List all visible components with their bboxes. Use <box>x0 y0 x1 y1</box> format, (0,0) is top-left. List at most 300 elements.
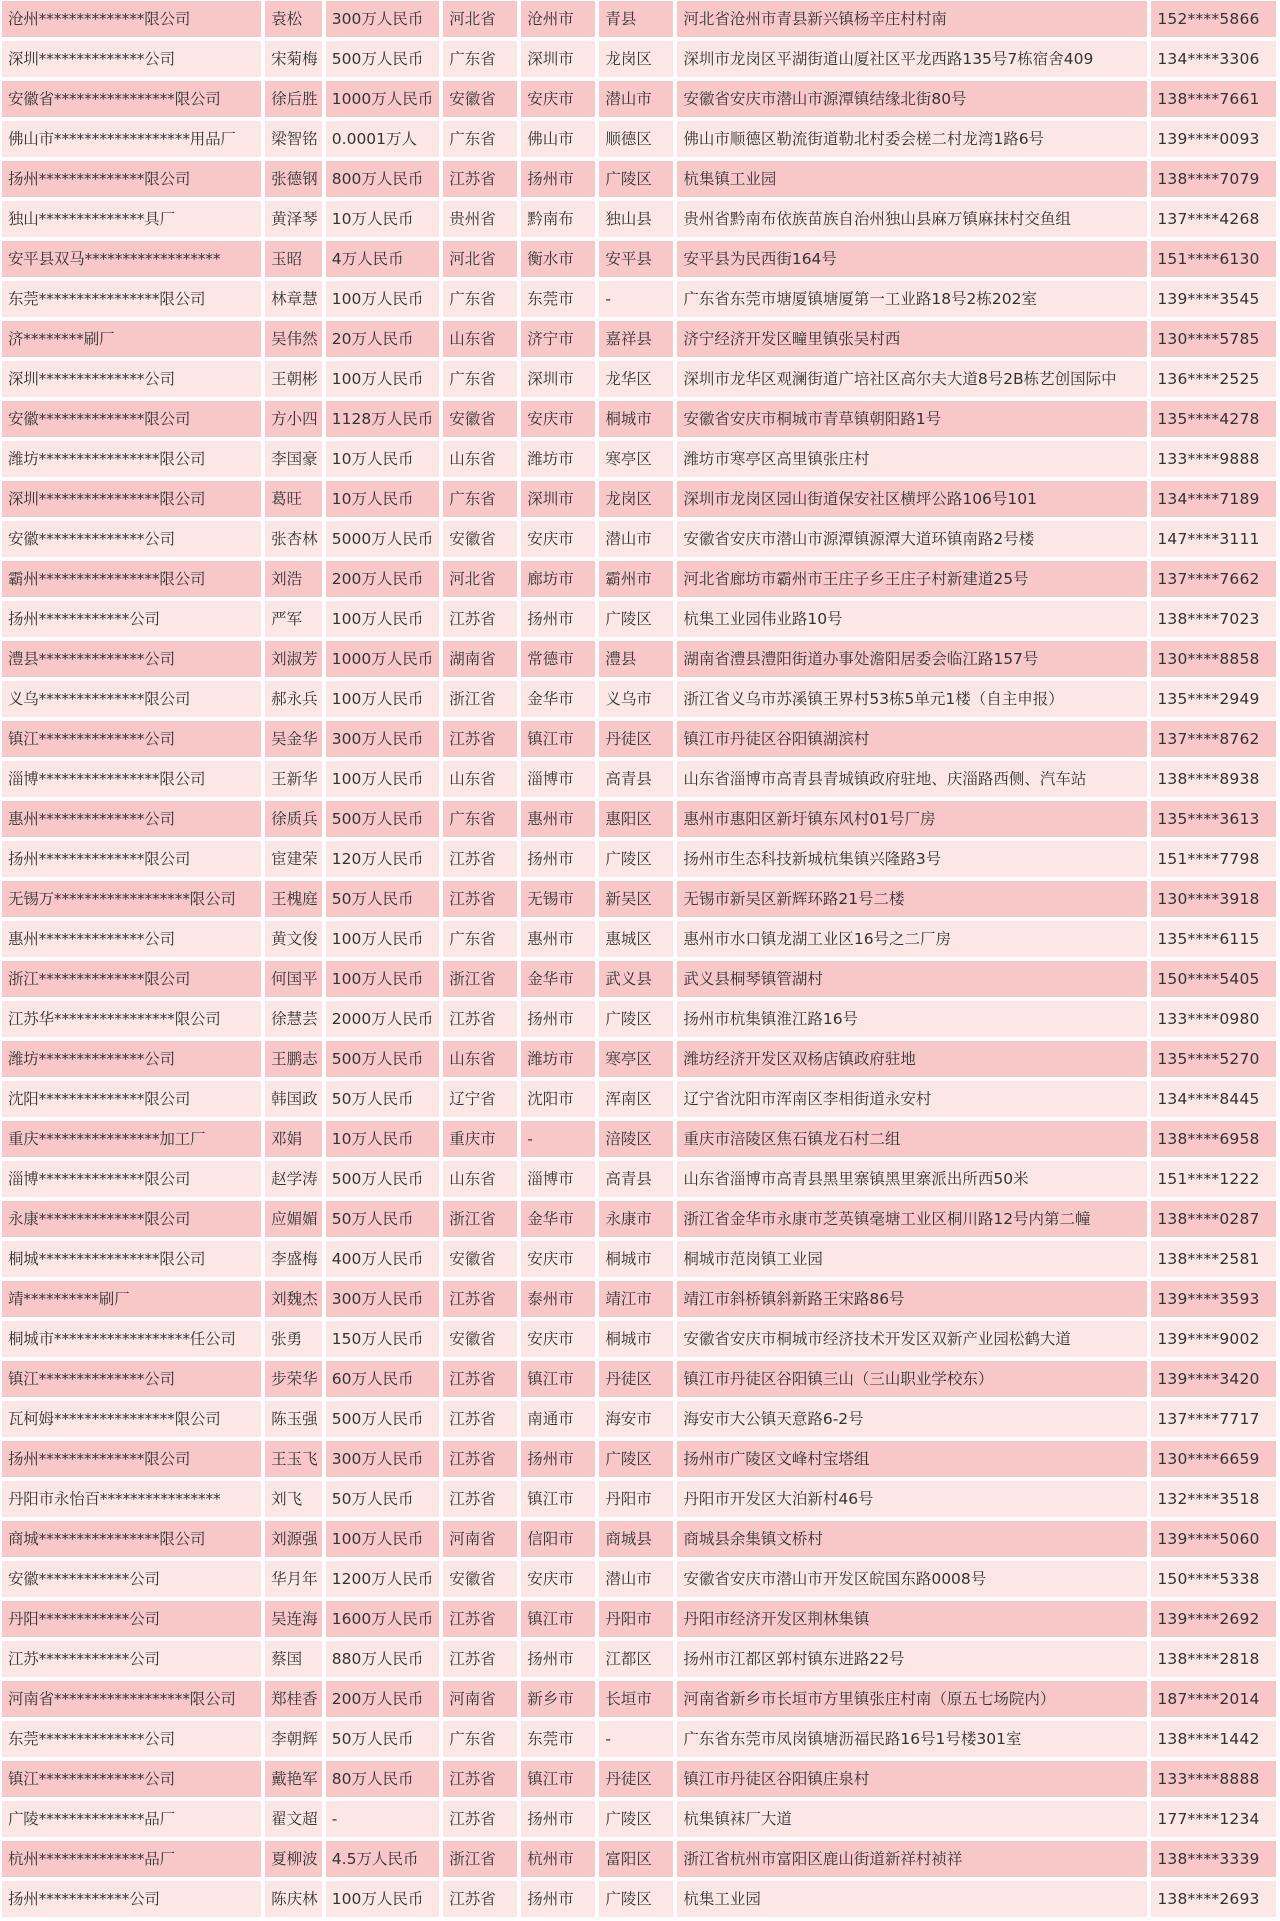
table-row[interactable] <box>2 1081 1276 1117</box>
phone-cell[interactable]: 133****9888 <box>1151 441 1276 477</box>
person-cell[interactable]: 王朝彬 <box>265 361 322 397</box>
phone-cell[interactable]: 138****0287 <box>1151 1201 1276 1237</box>
phone-cell[interactable]: 136****2525 <box>1151 361 1276 397</box>
table-row[interactable] <box>2 1721 1276 1757</box>
address-cell[interactable]: 安徽省安庆市桐城市经济技术开发区双新产业园松鹤大道 <box>677 1321 1147 1357</box>
district-cell[interactable]: 独山县 <box>599 201 673 237</box>
district-cell[interactable]: 永康市 <box>599 1201 673 1237</box>
table-row[interactable] <box>2 1681 1276 1717</box>
city-cell[interactable]: 扬州市 <box>521 601 595 637</box>
province-cell[interactable]: 安徽省 <box>443 1321 517 1357</box>
person-cell[interactable]: 葛旺 <box>265 481 322 517</box>
phone-cell[interactable]: 137****8762 <box>1151 721 1276 757</box>
person-cell[interactable]: 刘魏杰 <box>265 1281 322 1317</box>
company-cell[interactable]: 济********刷厂 <box>2 321 261 357</box>
city-cell[interactable]: 镇江市 <box>521 1761 595 1797</box>
district-cell[interactable]: 霸州市 <box>599 561 673 597</box>
person-cell[interactable]: 邓娟 <box>265 1121 322 1157</box>
province-cell[interactable]: 广东省 <box>443 921 517 957</box>
company-cell[interactable]: 瓦柯姆****************限公司 <box>2 1401 261 1437</box>
district-cell[interactable]: 高青县 <box>599 761 673 797</box>
district-cell[interactable]: 安平县 <box>599 241 673 277</box>
city-cell[interactable]: 镇江市 <box>521 1481 595 1517</box>
city-cell[interactable]: 扬州市 <box>521 1881 595 1917</box>
capital-cell[interactable]: 1200万人民币 <box>326 1561 439 1597</box>
capital-cell[interactable]: 50万人民币 <box>326 881 439 917</box>
city-cell[interactable]: 淄博市 <box>521 761 595 797</box>
person-cell[interactable]: 张勇 <box>265 1321 322 1357</box>
company-cell[interactable]: 安徽************公司 <box>2 1561 261 1597</box>
address-cell[interactable]: 济宁经济开发区疃里镇张吴村西 <box>677 321 1147 357</box>
city-cell[interactable]: 深圳市 <box>521 361 595 397</box>
address-cell[interactable]: 扬州市杭集镇淮江路16号 <box>677 1001 1147 1037</box>
table-row[interactable] <box>2 921 1276 957</box>
person-cell[interactable]: 方小四 <box>265 401 322 437</box>
table-row[interactable] <box>2 1121 1276 1157</box>
phone-cell[interactable]: 130****3918 <box>1151 881 1276 917</box>
table-row[interactable] <box>2 1641 1276 1677</box>
province-cell[interactable]: 江苏省 <box>443 1401 517 1437</box>
phone-cell[interactable]: 139****3420 <box>1151 1361 1276 1397</box>
phone-cell[interactable]: 139****2692 <box>1151 1601 1276 1637</box>
capital-cell[interactable]: 100万人民币 <box>326 921 439 957</box>
company-cell[interactable]: 河南省******************限公司 <box>2 1681 261 1717</box>
person-cell[interactable]: 严军 <box>265 601 322 637</box>
capital-cell[interactable]: 50万人民币 <box>326 1201 439 1237</box>
company-cell[interactable]: 深圳**************公司 <box>2 41 261 77</box>
phone-cell[interactable]: 152****5866 <box>1151 1 1276 37</box>
province-cell[interactable]: 江苏省 <box>443 721 517 757</box>
company-cell[interactable]: 东莞****************限公司 <box>2 281 261 317</box>
district-cell[interactable]: 义乌市 <box>599 681 673 717</box>
capital-cell[interactable]: 500万人民币 <box>326 801 439 837</box>
province-cell[interactable]: 河北省 <box>443 561 517 597</box>
address-cell[interactable]: 河北省廊坊市霸州市王庄子乡王庄子村新建道25号 <box>677 561 1147 597</box>
city-cell[interactable]: 扬州市 <box>521 1641 595 1677</box>
city-cell[interactable]: 金华市 <box>521 961 595 997</box>
capital-cell[interactable]: 300万人民币 <box>326 1441 439 1477</box>
person-cell[interactable]: 王玉飞 <box>265 1441 322 1477</box>
address-cell[interactable]: 安徽省安庆市潜山市源潭镇源潭大道环镇南路2号楼 <box>677 521 1147 557</box>
capital-cell[interactable]: 300万人民币 <box>326 1 439 37</box>
city-cell[interactable]: 镇江市 <box>521 721 595 757</box>
phone-cell[interactable]: 138****8938 <box>1151 761 1276 797</box>
city-cell[interactable]: 东莞市 <box>521 281 595 317</box>
address-cell[interactable]: 广东省东莞市凤岗镇塘沥福民路16号1号楼301室 <box>677 1721 1147 1757</box>
district-cell[interactable]: 广陵区 <box>599 841 673 877</box>
person-cell[interactable]: 何国平 <box>265 961 322 997</box>
company-cell[interactable]: 无锡万******************限公司 <box>2 881 261 917</box>
district-cell[interactable]: 寒亭区 <box>599 441 673 477</box>
phone-cell[interactable]: 132****3518 <box>1151 1481 1276 1517</box>
phone-cell[interactable]: 139****9002 <box>1151 1321 1276 1357</box>
table-row[interactable] <box>2 201 1276 237</box>
province-cell[interactable]: 辽宁省 <box>443 1081 517 1117</box>
district-cell[interactable]: 广陵区 <box>599 1881 673 1917</box>
table-row[interactable] <box>2 521 1276 557</box>
person-cell[interactable]: 黄文俊 <box>265 921 322 957</box>
district-cell[interactable]: 新吴区 <box>599 881 673 917</box>
province-cell[interactable]: 安徽省 <box>443 521 517 557</box>
phone-cell[interactable]: 150****5405 <box>1151 961 1276 997</box>
province-cell[interactable]: 江苏省 <box>443 1641 517 1677</box>
company-cell[interactable]: 沈阳**************限公司 <box>2 1081 261 1117</box>
city-cell[interactable]: 扬州市 <box>521 1801 595 1837</box>
person-cell[interactable]: 张德钢 <box>265 161 322 197</box>
company-cell[interactable]: 商城****************限公司 <box>2 1521 261 1557</box>
table-row[interactable] <box>2 1401 1276 1437</box>
address-cell[interactable]: 湖南省澧县澧阳街道办事处澹阳居委会临江路157号 <box>677 641 1147 677</box>
capital-cell[interactable]: 100万人民币 <box>326 361 439 397</box>
company-cell[interactable]: 潍坊**************公司 <box>2 1041 261 1077</box>
district-cell[interactable]: 寒亭区 <box>599 1041 673 1077</box>
capital-cell[interactable]: 500万人民币 <box>326 1161 439 1197</box>
address-cell[interactable]: 山东省淄博市高青县青城镇政府驻地、庆淄路西侧、汽车站 <box>677 761 1147 797</box>
phone-cell[interactable]: 130****8858 <box>1151 641 1276 677</box>
company-cell[interactable]: 沧州**************限公司 <box>2 1 261 37</box>
district-cell[interactable]: 潜山市 <box>599 521 673 557</box>
province-cell[interactable]: 浙江省 <box>443 961 517 997</box>
person-cell[interactable]: 林章慧 <box>265 281 322 317</box>
person-cell[interactable]: 陈玉强 <box>265 1401 322 1437</box>
company-cell[interactable]: 镇江**************公司 <box>2 721 261 757</box>
province-cell[interactable]: 江苏省 <box>443 1601 517 1637</box>
province-cell[interactable]: 重庆市 <box>443 1121 517 1157</box>
city-cell[interactable]: 扬州市 <box>521 1001 595 1037</box>
phone-cell[interactable]: 147****3111 <box>1151 521 1276 557</box>
capital-cell[interactable]: 120万人民币 <box>326 841 439 877</box>
company-cell[interactable]: 惠州**************公司 <box>2 921 261 957</box>
district-cell[interactable]: 浑南区 <box>599 1081 673 1117</box>
district-cell[interactable]: 广陵区 <box>599 1801 673 1837</box>
city-cell[interactable]: 扬州市 <box>521 161 595 197</box>
address-cell[interactable]: 广东省东莞市塘厦镇塘厦第一工业路18号2栋202室 <box>677 281 1147 317</box>
phone-cell[interactable]: 134****3306 <box>1151 41 1276 77</box>
capital-cell[interactable]: 100万人民币 <box>326 1521 439 1557</box>
district-cell[interactable]: 澧县 <box>599 641 673 677</box>
person-cell[interactable]: 陈庆林 <box>265 1881 322 1917</box>
address-cell[interactable]: 镇江市丹徒区谷阳镇湖滨村 <box>677 721 1147 757</box>
city-cell[interactable]: 南通市 <box>521 1401 595 1437</box>
capital-cell[interactable]: 100万人民币 <box>326 761 439 797</box>
capital-cell[interactable]: - <box>326 1801 439 1837</box>
company-cell[interactable]: 广陵**************品厂 <box>2 1801 261 1837</box>
capital-cell[interactable]: 500万人民币 <box>326 1401 439 1437</box>
phone-cell[interactable]: 150****5338 <box>1151 1561 1276 1597</box>
capital-cell[interactable]: 0.0001万人 <box>326 121 439 157</box>
capital-cell[interactable]: 150万人民币 <box>326 1321 439 1357</box>
district-cell[interactable]: 惠城区 <box>599 921 673 957</box>
person-cell[interactable]: 赵学涛 <box>265 1161 322 1197</box>
person-cell[interactable]: 华月年 <box>265 1561 322 1597</box>
province-cell[interactable]: 江苏省 <box>443 601 517 637</box>
table-row[interactable] <box>2 1801 1276 1837</box>
city-cell[interactable]: 扬州市 <box>521 1441 595 1477</box>
province-cell[interactable]: 山东省 <box>443 1161 517 1197</box>
capital-cell[interactable]: 20万人民币 <box>326 321 439 357</box>
city-cell[interactable]: 安庆市 <box>521 81 595 117</box>
address-cell[interactable]: 丹阳市开发区大泊新村46号 <box>677 1481 1147 1517</box>
address-cell[interactable]: 深圳市龙华区观澜街道广培社区高尔夫大道8号2B栋艺创国际中 <box>677 361 1147 397</box>
city-cell[interactable]: 淄博市 <box>521 1161 595 1197</box>
capital-cell[interactable]: 200万人民币 <box>326 561 439 597</box>
address-cell[interactable]: 深圳市龙岗区园山街道保安社区横坪公路106号101 <box>677 481 1147 517</box>
address-cell[interactable]: 河北省沧州市青县新兴镇杨辛庄村村南 <box>677 1 1147 37</box>
province-cell[interactable]: 山东省 <box>443 1041 517 1077</box>
city-cell[interactable]: 金华市 <box>521 681 595 717</box>
address-cell[interactable]: 安平县为民西街164号 <box>677 241 1147 277</box>
company-cell[interactable]: 深圳**************公司 <box>2 361 261 397</box>
city-cell[interactable]: 济宁市 <box>521 321 595 357</box>
city-cell[interactable]: 深圳市 <box>521 41 595 77</box>
city-cell[interactable]: 深圳市 <box>521 481 595 517</box>
city-cell[interactable]: 杭州市 <box>521 1841 595 1877</box>
table-row[interactable] <box>2 1 1276 37</box>
address-cell[interactable]: 杭集镇工业园 <box>677 161 1147 197</box>
table-row[interactable] <box>2 1201 1276 1237</box>
person-cell[interactable]: 刘浩 <box>265 561 322 597</box>
province-cell[interactable]: 湖南省 <box>443 641 517 677</box>
district-cell[interactable]: 海安市 <box>599 1401 673 1437</box>
person-cell[interactable]: 应媚媚 <box>265 1201 322 1237</box>
person-cell[interactable]: 张杏林 <box>265 521 322 557</box>
person-cell[interactable]: 戴艳军 <box>265 1761 322 1797</box>
address-cell[interactable]: 安徽省安庆市潜山市开发区皖国东路0008号 <box>677 1561 1147 1597</box>
company-cell[interactable]: 永康**************限公司 <box>2 1201 261 1237</box>
capital-cell[interactable]: 1128万人民币 <box>326 401 439 437</box>
person-cell[interactable]: 黄泽琴 <box>265 201 322 237</box>
person-cell[interactable]: 玉昭 <box>265 241 322 277</box>
address-cell[interactable]: 镇江市丹徒区谷阳镇庄泉村 <box>677 1761 1147 1797</box>
district-cell[interactable]: 富阳区 <box>599 1841 673 1877</box>
capital-cell[interactable]: 1000万人民币 <box>326 81 439 117</box>
district-cell[interactable]: 嘉祥县 <box>599 321 673 357</box>
city-cell[interactable]: 衡水市 <box>521 241 595 277</box>
person-cell[interactable]: 夏柳波 <box>265 1841 322 1877</box>
city-cell[interactable]: 潍坊市 <box>521 1041 595 1077</box>
company-cell[interactable]: 东莞**************公司 <box>2 1721 261 1757</box>
phone-cell[interactable]: 135****5270 <box>1151 1041 1276 1077</box>
company-cell[interactable]: 扬州************公司 <box>2 601 261 637</box>
table-row[interactable] <box>2 481 1276 517</box>
province-cell[interactable]: 山东省 <box>443 321 517 357</box>
table-row[interactable] <box>2 1841 1276 1877</box>
phone-cell[interactable]: 139****0093 <box>1151 121 1276 157</box>
city-cell[interactable]: 安庆市 <box>521 1561 595 1597</box>
table-row[interactable] <box>2 1281 1276 1317</box>
table-row[interactable] <box>2 1361 1276 1397</box>
district-cell[interactable]: - <box>599 1721 673 1757</box>
district-cell[interactable]: 丹徒区 <box>599 721 673 757</box>
phone-cell[interactable]: 138****2581 <box>1151 1241 1276 1277</box>
city-cell[interactable]: 无锡市 <box>521 881 595 917</box>
person-cell[interactable]: 步荣华 <box>265 1361 322 1397</box>
company-cell[interactable]: 重庆****************加工厂 <box>2 1121 261 1157</box>
district-cell[interactable]: 桐城市 <box>599 1321 673 1357</box>
company-cell[interactable]: 桐城****************限公司 <box>2 1241 261 1277</box>
district-cell[interactable]: 惠阳区 <box>599 801 673 837</box>
company-cell[interactable]: 安徽**************公司 <box>2 521 261 557</box>
address-cell[interactable]: 安徽省安庆市桐城市青草镇朝阳路1号 <box>677 401 1147 437</box>
company-cell[interactable]: 独山**************具厂 <box>2 201 261 237</box>
capital-cell[interactable]: 2000万人民币 <box>326 1001 439 1037</box>
person-cell[interactable]: 徐质兵 <box>265 801 322 837</box>
company-cell[interactable]: 丹阳市永怡百**************** <box>2 1481 261 1517</box>
district-cell[interactable]: 丹徒区 <box>599 1361 673 1397</box>
province-cell[interactable]: 浙江省 <box>443 1201 517 1237</box>
capital-cell[interactable]: 60万人民币 <box>326 1361 439 1397</box>
table-row[interactable] <box>2 1561 1276 1597</box>
phone-cell[interactable]: 139****3545 <box>1151 281 1276 317</box>
phone-cell[interactable]: 139****5060 <box>1151 1521 1276 1557</box>
company-cell[interactable]: 浙江**************限公司 <box>2 961 261 997</box>
table-row[interactable] <box>2 1441 1276 1477</box>
capital-cell[interactable]: 1600万人民币 <box>326 1601 439 1637</box>
person-cell[interactable]: 韩国政 <box>265 1081 322 1117</box>
address-cell[interactable]: 杭集工业园伟业路10号 <box>677 601 1147 637</box>
phone-cell[interactable]: 151****6130 <box>1151 241 1276 277</box>
table-row[interactable] <box>2 441 1276 477</box>
capital-cell[interactable]: 10万人民币 <box>326 441 439 477</box>
person-cell[interactable]: 李国豪 <box>265 441 322 477</box>
capital-cell[interactable]: 100万人民币 <box>326 1881 439 1917</box>
city-cell[interactable]: 镇江市 <box>521 1361 595 1397</box>
province-cell[interactable]: 广东省 <box>443 1721 517 1757</box>
province-cell[interactable]: 河北省 <box>443 241 517 277</box>
district-cell[interactable]: 桐城市 <box>599 401 673 437</box>
capital-cell[interactable]: 300万人民币 <box>326 1281 439 1317</box>
company-cell[interactable]: 霸州****************限公司 <box>2 561 261 597</box>
capital-cell[interactable]: 4万人民币 <box>326 241 439 277</box>
phone-cell[interactable]: 133****8888 <box>1151 1761 1276 1797</box>
city-cell[interactable]: 惠州市 <box>521 801 595 837</box>
capital-cell[interactable]: 10万人民币 <box>326 1121 439 1157</box>
province-cell[interactable]: 江苏省 <box>443 881 517 917</box>
table-row[interactable] <box>2 281 1276 317</box>
district-cell[interactable]: 顺德区 <box>599 121 673 157</box>
phone-cell[interactable]: 138****2818 <box>1151 1641 1276 1677</box>
capital-cell[interactable]: 100万人民币 <box>326 961 439 997</box>
person-cell[interactable]: 刘淑芳 <box>265 641 322 677</box>
city-cell[interactable]: 镇江市 <box>521 1601 595 1637</box>
person-cell[interactable]: 袁松 <box>265 1 322 37</box>
table-row[interactable] <box>2 401 1276 437</box>
phone-cell[interactable]: 137****7717 <box>1151 1401 1276 1437</box>
person-cell[interactable]: 蔡国 <box>265 1641 322 1677</box>
table-row[interactable] <box>2 801 1276 837</box>
phone-cell[interactable]: 177****1234 <box>1151 1801 1276 1837</box>
capital-cell[interactable]: 5000万人民币 <box>326 521 439 557</box>
address-cell[interactable]: 辽宁省沈阳市浑南区李相街道永安村 <box>677 1081 1147 1117</box>
phone-cell[interactable]: 138****2693 <box>1151 1881 1276 1917</box>
province-cell[interactable]: 广东省 <box>443 481 517 517</box>
person-cell[interactable]: 吴金华 <box>265 721 322 757</box>
capital-cell[interactable]: 500万人民币 <box>326 41 439 77</box>
address-cell[interactable]: 桐城市范岗镇工业园 <box>677 1241 1147 1277</box>
city-cell[interactable]: 常德市 <box>521 641 595 677</box>
district-cell[interactable]: 桐城市 <box>599 1241 673 1277</box>
capital-cell[interactable]: 10万人民币 <box>326 201 439 237</box>
address-cell[interactable]: 海安市大公镇天意路6-2号 <box>677 1401 1147 1437</box>
phone-cell[interactable]: 138****1442 <box>1151 1721 1276 1757</box>
company-cell[interactable]: 杭州**************品厂 <box>2 1841 261 1877</box>
table-row[interactable] <box>2 1321 1276 1357</box>
capital-cell[interactable]: 10万人民币 <box>326 481 439 517</box>
province-cell[interactable]: 安徽省 <box>443 401 517 437</box>
table-row[interactable] <box>2 241 1276 277</box>
company-cell[interactable]: 扬州************公司 <box>2 1881 261 1917</box>
district-cell[interactable]: 高青县 <box>599 1161 673 1197</box>
person-cell[interactable]: 宦建荣 <box>265 841 322 877</box>
capital-cell[interactable]: 100万人民币 <box>326 681 439 717</box>
table-row[interactable] <box>2 641 1276 677</box>
province-cell[interactable]: 江苏省 <box>443 1001 517 1037</box>
table-row[interactable] <box>2 1001 1276 1037</box>
address-cell[interactable]: 无锡市新吴区新辉环路21号二楼 <box>677 881 1147 917</box>
district-cell[interactable]: 江都区 <box>599 1641 673 1677</box>
address-cell[interactable]: 武义县桐琴镇管湖村 <box>677 961 1147 997</box>
address-cell[interactable]: 重庆市涪陵区焦石镇龙石村二组 <box>677 1121 1147 1157</box>
province-cell[interactable]: 浙江省 <box>443 1841 517 1877</box>
company-cell[interactable]: 扬州**************限公司 <box>2 161 261 197</box>
district-cell[interactable]: 青县 <box>599 1 673 37</box>
city-cell[interactable]: 泰州市 <box>521 1281 595 1317</box>
person-cell[interactable]: 徐慧芸 <box>265 1001 322 1037</box>
city-cell[interactable]: 安庆市 <box>521 521 595 557</box>
address-cell[interactable]: 佛山市顺德区勒流街道勒北村委会槎二村龙湾1路6号 <box>677 121 1147 157</box>
phone-cell[interactable]: 133****0980 <box>1151 1001 1276 1037</box>
province-cell[interactable]: 安徽省 <box>443 81 517 117</box>
person-cell[interactable]: 王槐庭 <box>265 881 322 917</box>
province-cell[interactable]: 山东省 <box>443 761 517 797</box>
address-cell[interactable]: 扬州市广陵区文峰村宝塔组 <box>677 1441 1147 1477</box>
address-cell[interactable]: 浙江省杭州市富阳区鹿山街道新祥村祯祥 <box>677 1841 1147 1877</box>
address-cell[interactable]: 丹阳市经济开发区荆林集镇 <box>677 1601 1147 1637</box>
table-row[interactable] <box>2 1041 1276 1077</box>
province-cell[interactable]: 江苏省 <box>443 1281 517 1317</box>
phone-cell[interactable]: 130****5785 <box>1151 321 1276 357</box>
address-cell[interactable]: 潍坊经济开发区双杨店镇政府驻地 <box>677 1041 1147 1077</box>
person-cell[interactable]: 王新华 <box>265 761 322 797</box>
city-cell[interactable]: 东莞市 <box>521 1721 595 1757</box>
table-row[interactable] <box>2 721 1276 757</box>
table-row[interactable] <box>2 1761 1276 1797</box>
district-cell[interactable]: 丹徒区 <box>599 1761 673 1797</box>
district-cell[interactable]: 丹阳市 <box>599 1481 673 1517</box>
table-row[interactable] <box>2 881 1276 917</box>
phone-cell[interactable]: 138****7023 <box>1151 601 1276 637</box>
province-cell[interactable]: 江苏省 <box>443 161 517 197</box>
person-cell[interactable]: 吴伟然 <box>265 321 322 357</box>
district-cell[interactable]: 靖江市 <box>599 1281 673 1317</box>
province-cell[interactable]: 江苏省 <box>443 1361 517 1397</box>
district-cell[interactable]: 长垣市 <box>599 1681 673 1717</box>
person-cell[interactable]: 梁智铭 <box>265 121 322 157</box>
company-cell[interactable]: 丹阳************公司 <box>2 1601 261 1637</box>
address-cell[interactable]: 扬州市江都区郭村镇东进路22号 <box>677 1641 1147 1677</box>
address-cell[interactable]: 安徽省安庆市潜山市源潭镇结缘北街80号 <box>677 81 1147 117</box>
table-row[interactable] <box>2 1161 1276 1197</box>
table-row[interactable] <box>2 1241 1276 1277</box>
phone-cell[interactable]: 135****6115 <box>1151 921 1276 957</box>
province-cell[interactable]: 江苏省 <box>443 1801 517 1837</box>
company-cell[interactable]: 镇江**************公司 <box>2 1361 261 1397</box>
province-cell[interactable]: 江苏省 <box>443 1761 517 1797</box>
company-cell[interactable]: 淄博****************限公司 <box>2 761 261 797</box>
capital-cell[interactable]: 50万人民币 <box>326 1081 439 1117</box>
phone-cell[interactable]: 151****1222 <box>1151 1161 1276 1197</box>
company-cell[interactable]: 澧县**************公司 <box>2 641 261 677</box>
